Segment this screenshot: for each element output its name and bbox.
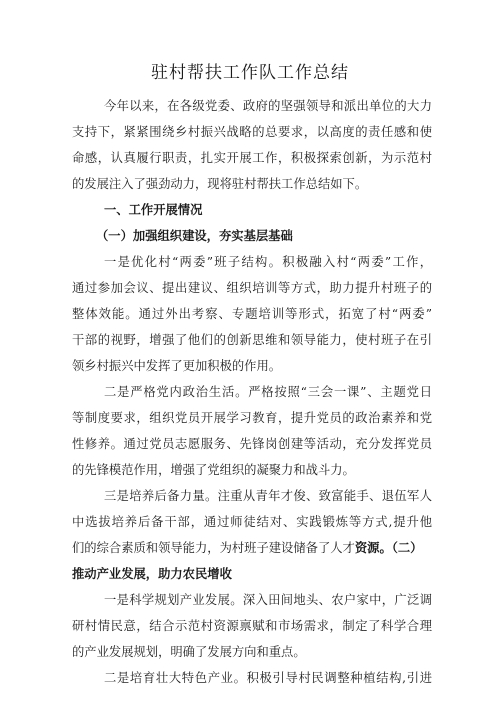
paragraph-line: 性修养。通过党员志愿服务、先锋岗创建等活动，充分发挥党员 bbox=[72, 437, 432, 451]
paragraph-line: 等制度要求，组织党员开展学习教育，提升党员的政治素养和党 bbox=[72, 411, 432, 425]
paragraph-line: 支持下，紧紧围绕乡村振兴战略的总要求，以高度的责任感和使 bbox=[72, 125, 432, 139]
paragraph-line: 领乡村振兴中发挥了更加积极的作用。 bbox=[72, 359, 282, 373]
paragraph-line: 一是优化村“两委”班子结构。积极融入村“两委”工作， bbox=[104, 255, 432, 269]
subsection-heading: （一）加强组织建设，夯实基层基础 bbox=[96, 228, 293, 243]
paragraph-line: 研村情民意，结合示范村资源禀赋和市场需求，制定了科学合理 bbox=[72, 619, 432, 633]
paragraph-line: 干部的视野，增强了他们的创新思维和领导能力，使村班子在引 bbox=[72, 333, 432, 347]
paragraph-line: 整体效能。通过外出考察、专题培训等形式，拓宽了村“两委” bbox=[72, 307, 432, 321]
paragraph-text: 们的综合素质和领导能力，为村班子建设储备了人才 bbox=[72, 541, 355, 555]
paragraph-line: 通过参加会议、提出建议、组织培训等方式，助力提升村班子的 bbox=[72, 281, 432, 295]
paragraph-line: 二是严格党内政治生活。严格按照“三会一课”、主题党日 bbox=[104, 385, 432, 399]
subsection-heading: 推动产业发展，助力农民增收 bbox=[72, 566, 232, 581]
paragraph-line: 中选拔培养后备干部，通过师徒结对、实践锻炼等方式,提升他 bbox=[72, 515, 432, 529]
paragraph-line: 二是培育壮大特色产业。积极引导村民调整种植结构,引进 bbox=[104, 671, 432, 685]
paragraph-line: 的产业发展规划，明确了发展方向和重点。 bbox=[72, 645, 306, 659]
subsection-heading-start: 资源。（二） bbox=[354, 540, 423, 555]
paragraph-line: 今年以来，在各级党委、政府的坚强领导和派出单位的大力 bbox=[104, 99, 432, 113]
paragraph-line bbox=[72, 535, 432, 561]
section-heading: 一、工作开展情况 bbox=[104, 202, 203, 217]
paragraph-line: 的先锋模范作用，增强了党组织的凝聚力和战斗力。 bbox=[72, 463, 355, 477]
document-title: 驻村帮扶工作队工作总结 bbox=[151, 63, 349, 83]
paragraph-line: 命感，认真履行职责，扎实开展工作，积极探索创新，为示范村 bbox=[72, 151, 432, 165]
paragraph-line: 一是科学规划产业发展。深入田间地头、农户家中，广泛调 bbox=[104, 593, 432, 607]
paragraph-line: 的发展注入了强劲动力，现将驻村帮扶工作总结如下。 bbox=[72, 177, 368, 191]
paragraph-line: 三是培养后备力量。注重从青年才俊、致富能手、退伍军人 bbox=[104, 489, 432, 503]
